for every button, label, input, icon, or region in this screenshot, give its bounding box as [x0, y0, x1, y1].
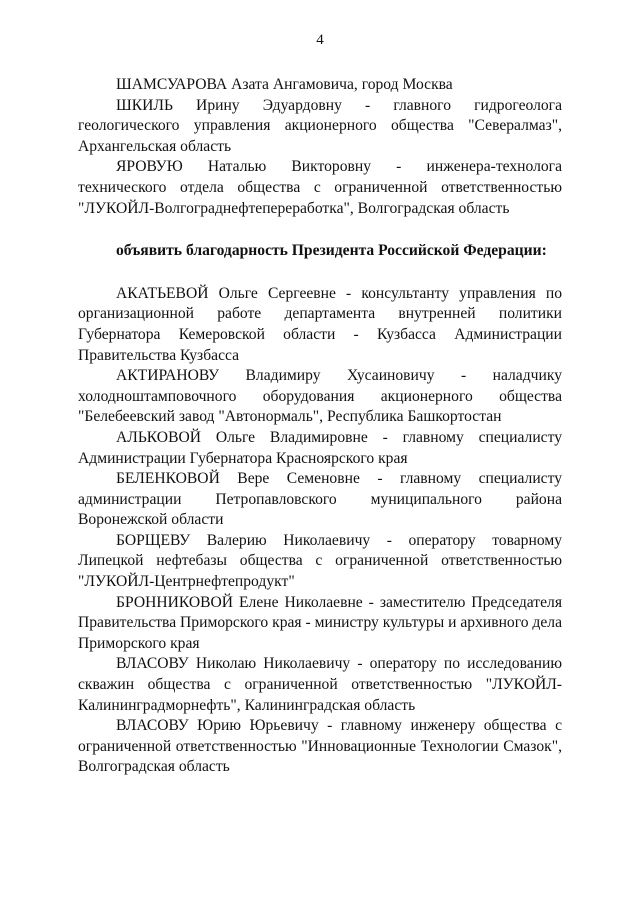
paragraph-gratitude-entry: БОРЩЕВУ Валерию Николаевичу - оператору товарному Липецкой нефтебазы общества с ограниченной ответственностью "ЛУКОЙЛ-Центрнефтепродукт" [78, 531, 562, 591]
paragraph-gratitude-entry: БРОННИКОВОЙ Елене Николаевне - заместителю Председателя Правительства Приморского края - министру культуры и архивного дела Приморского края [78, 593, 562, 652]
paragraph-gratitude-entry: АКТИРАНОВУ Владимиру Хусаиновичу - наладчику холодноштамповочного оборудования акционерного общества "Белебеевский завод "Автонормаль", Республика Башкортостан [78, 367, 562, 426]
paragraph-gratitude-entry: БЕЛЕНКОВОЙ Вере Семеновне - главному специалисту администрации Петропавловского муниципального района Воронежской области [78, 470, 562, 529]
section-heading: объявить благодарность Президента Российской Федерации: [116, 242, 547, 260]
paragraph-award-entry: ЯРОВУЮ Наталью Викторовну - инженера-технолога технического отдела общества с ограниченной ответственностью "ЛУКОЙЛ-Волгограднефтепереработка", Волгоградская область [78, 158, 562, 217]
paragraph-gratitude-entry: ВЛАСОВУ Николаю Николаевичу - оператору по исследованию скважин общества с ограниченной ответственностью "ЛУКОЙЛ-Калининградморнефть", Калининградская область [78, 655, 562, 714]
paragraph-award-entry: ШАМСУАРОВА Азата Ангамовича, город Москва [116, 76, 453, 93]
page-number: 4 [316, 32, 324, 48]
paragraph-gratitude-entry: АЛЬКОВОЙ Ольге Владимировне - главному специалисту Администрации Губернатора Красноярского края [78, 428, 562, 467]
document-body [78, 75, 562, 778]
paragraph-gratitude-entry: АКАТЬЕВОЙ Ольге Сергеевне - консультанту управления по организационной работе департамента внутренней политики Губернатора Кемеровской области - Кузбасса Администрации Правительства Кузбасса [78, 284, 562, 364]
paragraph-gratitude-entry: ВЛАСОВУ Юрию Юрьевичу - главному инженеру общества с ограниченной ответственностью "Инновационные Технологии Смазок", Волгоградская область [78, 717, 562, 776]
paragraph-award-entry: ШКИЛЬ Ирину Эдуардовну - главного гидрогеолога геологического управления акционерного общества "Севералмаз", Архангельская область [78, 96, 562, 155]
